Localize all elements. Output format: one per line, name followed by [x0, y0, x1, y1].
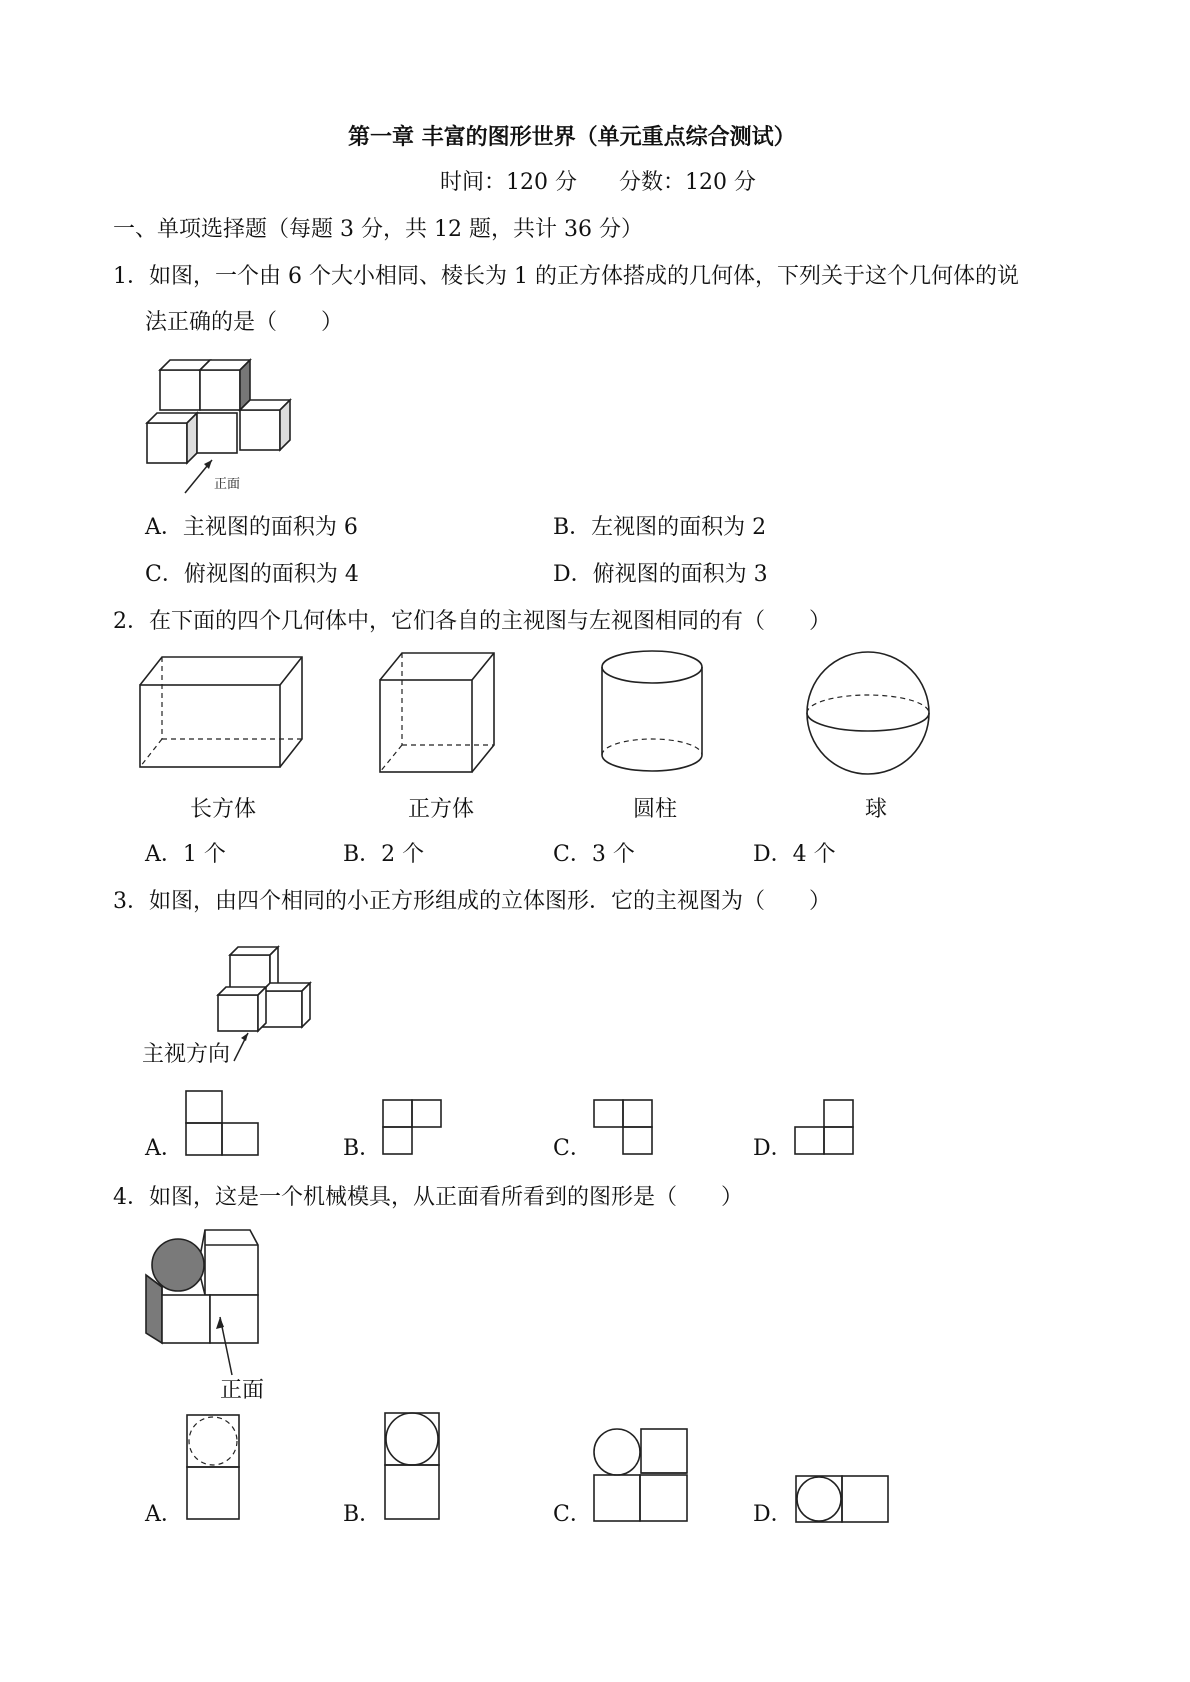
- q2-shape-sphere-label: 球: [865, 797, 888, 822]
- q3-view-direction-label: 主视方向: [142, 1042, 231, 1067]
- exam-meta: 时间：120 分 分数：120 分: [440, 170, 756, 195]
- q2-shape-cube-label: 正方体: [408, 797, 475, 822]
- q2-shape-cylinder-label: 圆柱: [633, 797, 678, 822]
- q3-option-b-figure[interactable]: [382, 1099, 442, 1155]
- q4-option-a[interactable]: A．: [145, 1502, 183, 1527]
- q3-option-b[interactable]: B．: [343, 1136, 382, 1161]
- q1-cube-figure: [140, 350, 310, 500]
- q1-option-c[interactable]: C．俯视图的面积为 4: [145, 562, 359, 587]
- q1-option-a[interactable]: A．主视图的面积为 6: [145, 515, 358, 540]
- q1-text-line1: 1．如图，一个由 6 个大小相同、棱长为 1 的正方体搭成的几何体，下列关于这个几何体的说: [113, 264, 1019, 289]
- q1-option-b[interactable]: B．左视图的面积为 2: [553, 515, 767, 540]
- q3-option-a[interactable]: A．: [145, 1136, 183, 1161]
- q4-text: 4．如图，这是一个机械模具，从正面看所看到的图形是（ ）: [113, 1185, 743, 1210]
- q2-option-c[interactable]: C．3 个: [553, 842, 635, 867]
- q3-option-a-figure[interactable]: [185, 1090, 260, 1156]
- q4-mold-figure: [140, 1225, 270, 1360]
- q1-front-label: 正面: [214, 477, 241, 492]
- section-heading: 一、单项选择题（每题 3 分，共 12 题，共计 36 分）: [113, 217, 643, 242]
- q2-option-b[interactable]: B．2 个: [343, 842, 425, 867]
- q4-option-b[interactable]: B．: [343, 1502, 382, 1527]
- q2-shapes-figure: [130, 645, 940, 785]
- q3-option-d-figure[interactable]: [794, 1099, 854, 1155]
- q4-option-d-figure[interactable]: [795, 1475, 889, 1523]
- q2-option-a[interactable]: A．1 个: [145, 842, 226, 867]
- q3-cube-figure: [210, 935, 330, 1055]
- q2-shape-cuboid-label: 长方体: [190, 797, 257, 822]
- page-title: 第一章 丰富的图形世界（单元重点综合测试）: [348, 124, 796, 150]
- q2-text: 2．在下面的四个几何体中，它们各自的主视图与左视图相同的有（ ）: [113, 609, 831, 634]
- q4-front-label: 正面: [220, 1378, 265, 1403]
- q3-option-c-figure[interactable]: [593, 1099, 653, 1155]
- q4-option-c[interactable]: C．: [553, 1502, 592, 1527]
- q1-option-d[interactable]: D．俯视图的面积为 3: [553, 562, 768, 587]
- q4-option-b-figure[interactable]: [384, 1412, 440, 1520]
- q4-option-c-figure[interactable]: [593, 1428, 689, 1522]
- q1-text-line2: 法正确的是（ ）: [145, 310, 344, 335]
- q2-option-d[interactable]: D．4 个: [753, 842, 836, 867]
- q3-option-c[interactable]: C．: [553, 1136, 592, 1161]
- q3-option-d[interactable]: D．: [753, 1136, 793, 1161]
- q4-option-a-figure[interactable]: [186, 1414, 240, 1520]
- q4-option-d[interactable]: D．: [753, 1502, 793, 1527]
- q3-text: 3．如图，由四个相同的小正方形组成的立体图形．它的主视图为（ ）: [113, 889, 831, 914]
